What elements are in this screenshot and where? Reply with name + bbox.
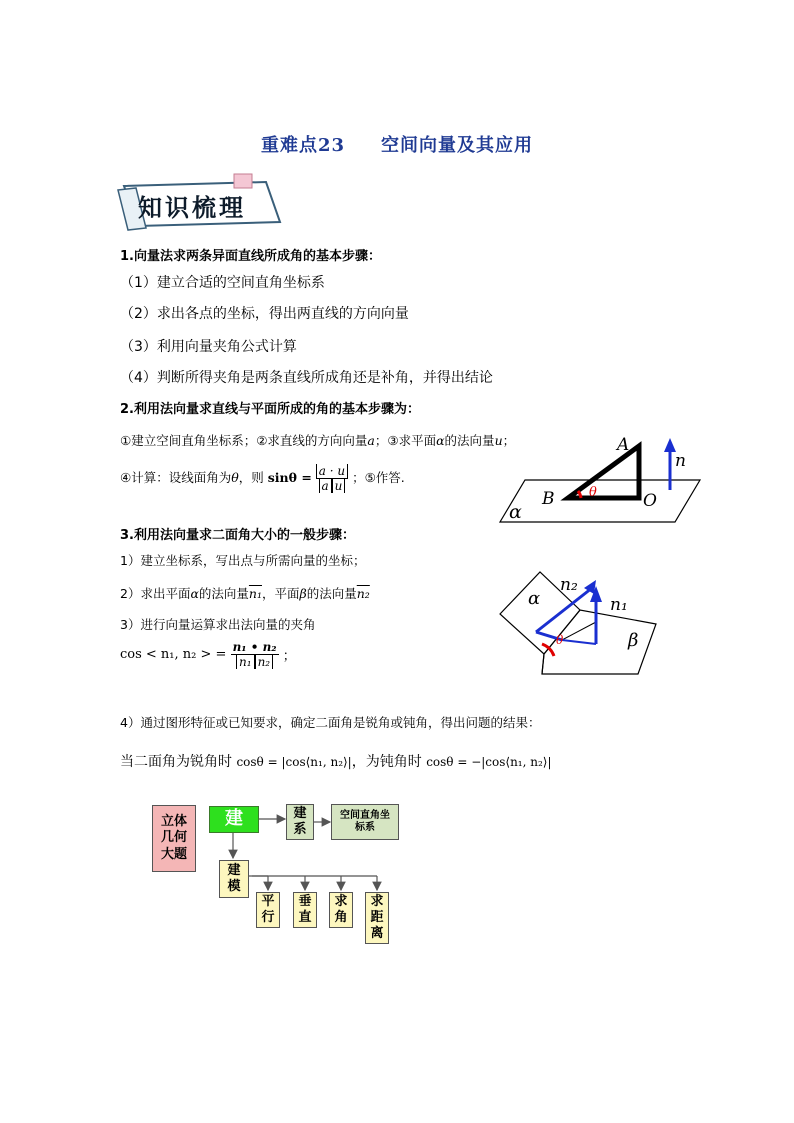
flow-start-text: 立体几何大题 [160,814,187,862]
sin-formula-numerator: a · u [316,464,348,479]
section2-heading: 2.利用法向量求直线与平面所成的角的基本步骤为： [120,402,420,417]
flow-jianxi-box [286,804,314,840]
section1-heading: 1.向量法求两条异面直线所成角的基本步骤： [120,249,381,264]
fig1-label-B: B [542,489,555,509]
fig1-label-alpha: α [509,501,522,523]
section2-line2-a: ④计算：设线面角为 [120,470,232,485]
flow-coord-box [331,804,399,840]
conclusion-obtuse-label: ，为钝角时 [351,754,422,770]
sin-formula-lhs: sinθ = [267,470,312,485]
flow-leaf-distance-text: 求距离 [370,893,384,942]
angle-formula-den-n2: n₂ [255,655,274,669]
flow-jian-box [209,806,259,833]
section2-line1-b: ；③求平面 [374,433,437,448]
banner-text: 知识梳理 [138,193,246,222]
section2-line1-a: ①建立空间直角坐标系；②求直线的方向向量 [120,433,368,448]
section3-step-1: 1）建立坐标系，写出点与所需向量的坐标； [120,553,366,568]
flow-jian-text: 建 [225,808,243,830]
s2-beta-symbol: β [299,586,307,601]
plane-alpha-symbol: α [436,433,445,448]
theta-symbol: θ [231,470,239,485]
sin-formula-den-a: a [319,479,332,493]
sin-formula-den-u: u [332,479,346,493]
title-topic: 空间向量及其应用 [381,135,534,156]
section2-line2-b: ，则 [238,470,264,485]
fig1-label-A: A [617,435,630,455]
s2-n2-symbol: n₂ [356,586,370,601]
fig1-label-n: n [675,451,686,471]
s2-n1-symbol: n₁ [248,586,262,601]
fig1-label-theta: θ [589,485,597,500]
section2-line1-c: 的法向量 [444,433,495,448]
flow-leaf-perpendicular [293,892,317,928]
flow-leaf-parallel [256,892,280,928]
section3-step-2-b: 的法向量 [198,586,249,601]
conclusion-acute-formula: cosθ = |cos⟨n₁, n₂⟩| [236,755,352,769]
angle-formula-lhs: cos < n₁, n₂ > = [120,647,227,662]
section1-step-4: （4）判断所得夹角是两条直线所成角还是补角，并得出结论 [120,370,493,386]
section3-step-2-c: ，平面 [261,586,300,601]
angle-formula-den-n1: n₁ [236,655,255,669]
section1-step-1: （1）建立合适的空间直角坐标系 [120,275,325,291]
section3-heading: 3.利用法向量求二面角大小的一般步骤： [120,528,355,543]
section1-step-3: （3）利用向量夹角公式计算 [120,339,297,355]
section3-step-4: 4）通过图形特征或已知要求，确定二面角是锐角或钝角，得出问题的结果： [120,715,541,730]
fig2-label-alpha: α [528,588,541,609]
section3-step-2-a: 2）求出平面 [120,586,191,601]
angle-formula-tail: ； [282,649,296,664]
section1-step-2: （2）求出各点的坐标，得出两直线的方向向量 [120,306,409,322]
flow-coord-text: 空间直角坐标系 [340,809,390,833]
vector-u-symbol: u [494,433,503,448]
section2-line1-d: ； [502,433,516,448]
conclusion-obtuse-formula: cosθ = −|cos⟨n₁, n₂⟩| [426,755,552,769]
flow-leaf-distance [365,892,389,944]
flow-jianmo-box [219,860,249,898]
fig2-label-n2: n₂ [560,575,578,595]
fig2-label-theta: θ [556,633,564,647]
flow-start-box [152,805,196,872]
s2-alpha-symbol: α [190,586,199,601]
flow-leaf-angle [329,892,353,928]
flow-leaf-parallel-text: 平行 [261,893,275,925]
flow-jianmo-text: 建模 [227,862,241,894]
flow-jianxi-text: 建系 [293,805,307,837]
section2-line2-c: ；⑤作答. [352,470,405,485]
conclusion-acute-label: 当二面角为锐角时 [120,754,232,770]
angle-formula-numerator: n₁ • n₂ [232,640,277,654]
flow-leaf-perpendicular-text: 垂直 [298,893,312,925]
flow-leaf-angle-text: 求角 [334,893,348,925]
fig2-label-n1: n₁ [610,595,628,615]
fig1-label-O: O [643,491,657,511]
fig2-label-beta: β [628,630,639,651]
vector-a-symbol: a [367,433,375,448]
section3-step-3: 3）进行向量运算求出法向量的夹角 [120,617,316,632]
section3-step-2-d: 的法向量 [306,586,357,601]
title-number: 重难点23 [260,135,346,156]
